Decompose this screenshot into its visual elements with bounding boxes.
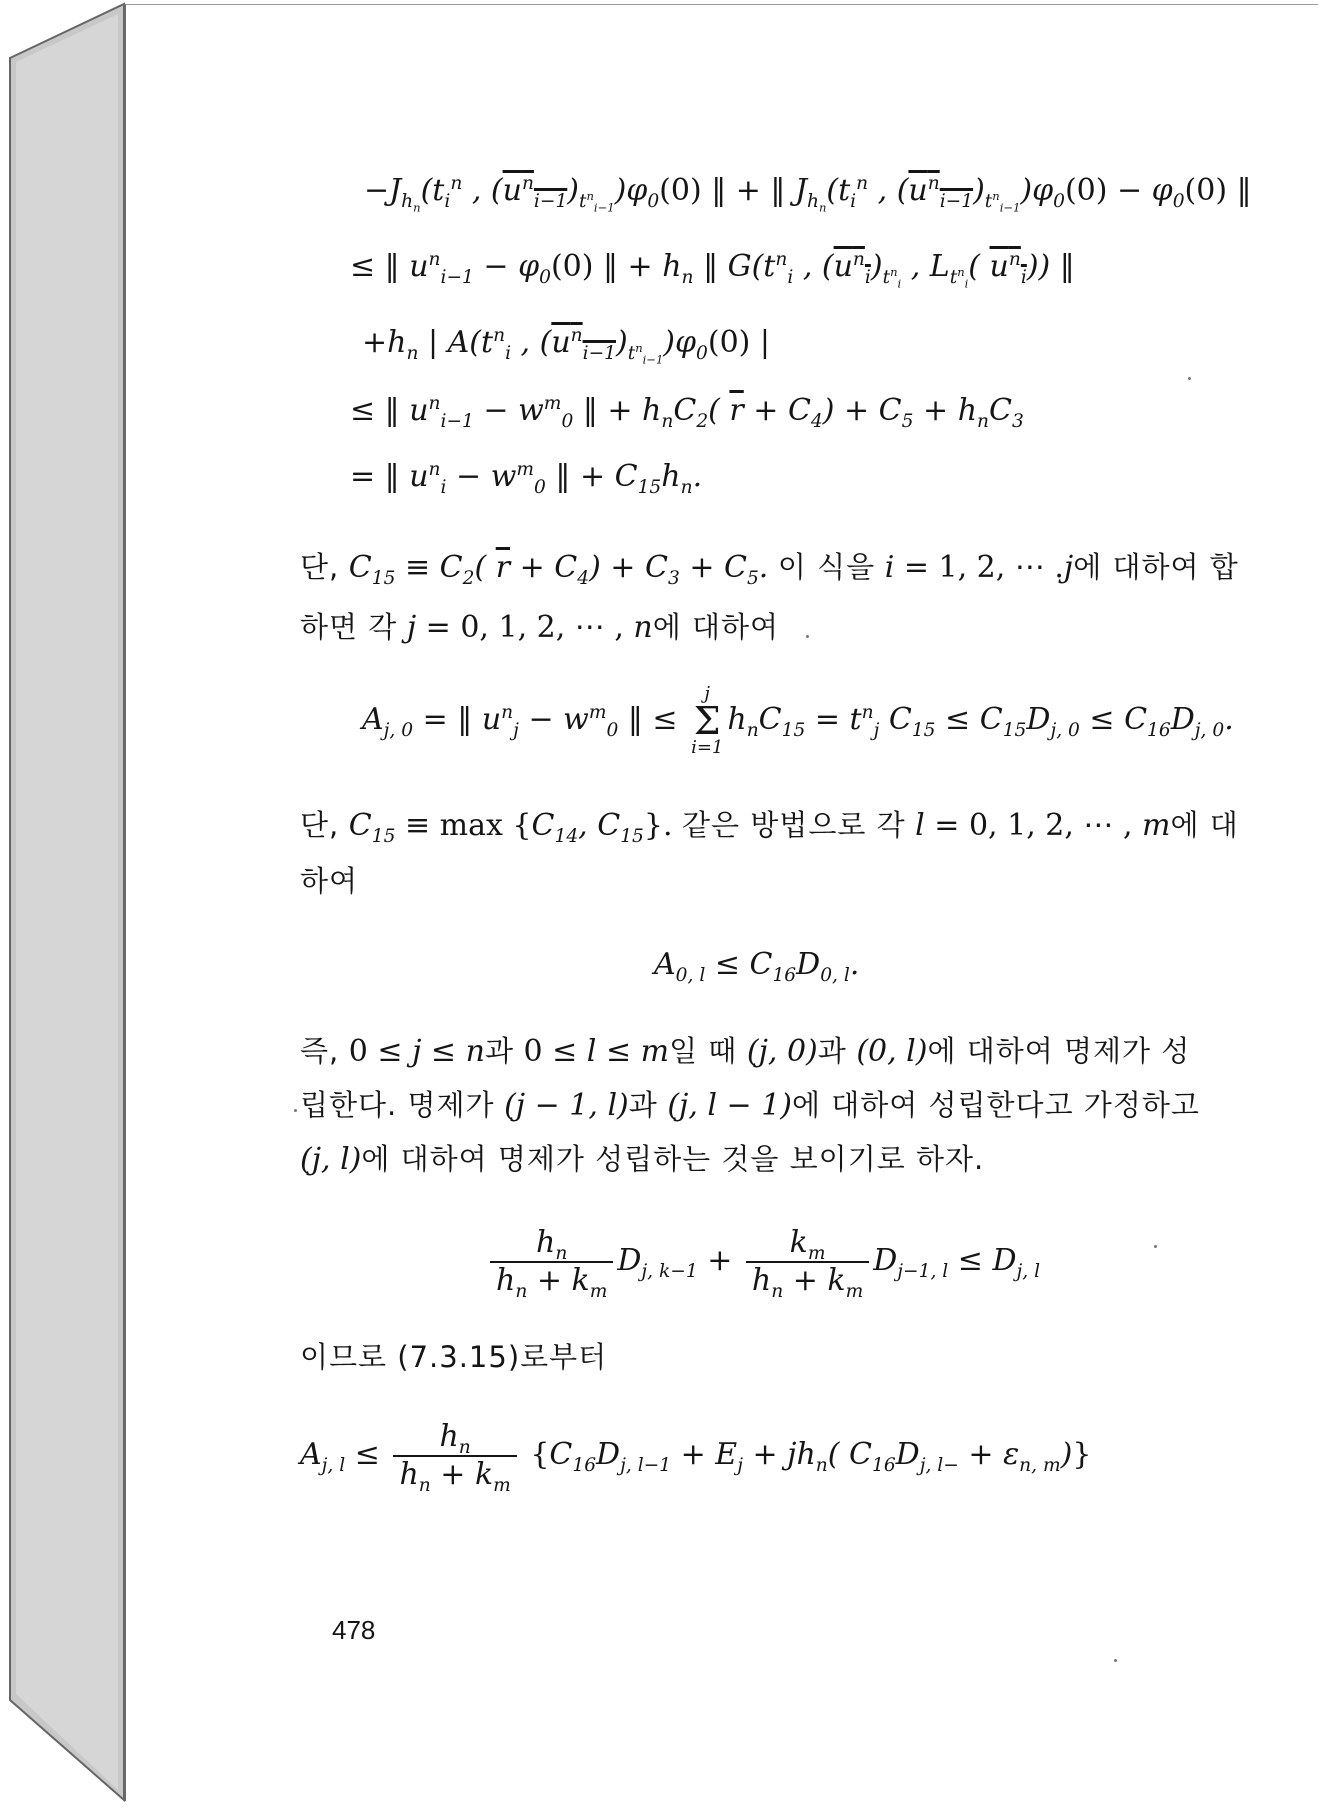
equation-line-3: $+h_n$ | $A(t^n_i$ , $(u^n_{i-1})_{t^n_{i-1}})\varphi_0(0)$ | — [362, 325, 770, 367]
scan-speck — [1188, 377, 1191, 380]
equation-line-5: = ‖ $u^n_i - w^m_0$ ‖ + $C_{15}h_n$. — [350, 459, 703, 498]
scan-speck — [294, 1109, 297, 1112]
equation-a0l: $A_{0, l} \le C_{16}D_{0, l}$. — [654, 947, 860, 986]
page-number: 478 — [332, 1615, 376, 1645]
equation-sum: $A_{j, 0}$ = ‖ $u^n_j - w^m_0$ ‖ ≤ j Σ i=1 $h_nC_{15} = t^n_j$ $C_{15} \le C_{15}D_{j, 0} \le C_{16}D_{j, 0}$. — [362, 683, 1234, 758]
summation-symbol: j Σ i=1 — [691, 683, 724, 758]
equation-line-1: $-J_{h_n}(t_i^n$ , $(u^n_{i-1})_{t^n_{i-1}})\varphi_0(0)$ ‖ + ‖ $J_{h_n}(t_i^n$ , $(u^n_{i-1})_{t^n_{i-1}})\varphi_0(0) - \varphi_0(0)$ ‖ — [364, 173, 1252, 215]
book-page — [124, 4, 1318, 1801]
text-line-6: 립한다. 명제가 (j − 1, l)과 (j, l − 1)에 대하여 성립한다고 가정하고 — [300, 1088, 1200, 1123]
page-content — [126, 5, 1318, 1801]
text-line-7: (j, l)에 대하여 명제가 성립하는 것을 보이기로 하자. — [300, 1142, 985, 1177]
equation-line-4: ≤ ‖ $u^n_{i-1} - w^m_0$ ‖ + $h_nC_2$( $\overline{r} + C_4) + C_5 + h_nC_3$ — [350, 393, 1024, 432]
text-line-3: 단, $C_{15} \equiv \max \{C_{14}$, $C_{15}$}. 같은 방법으로 각 l = 0, 1, 2, ⋯ , m에 대 — [300, 808, 1239, 847]
text-line-5: 즉, 0 ≤ j ≤ n과 0 ≤ l ≤ m일 때 (j, 0)과 (0, l)에 대하여 명제가 성 — [300, 1034, 1191, 1069]
equation-line-2: ≤ ‖ $u^n_{i-1} - \varphi_0(0)$ ‖ + $h_n$ ‖ $G(t^n_i$ , $(u^n_i)_{t^n_i}$ , $L_{t^n_i}$( $u^n_i$)) ‖ — [350, 249, 1075, 291]
scan-speck — [806, 635, 809, 638]
text-line-4: 하여 — [300, 864, 359, 898]
equation-fraction-1: $\frac{h_n}{h_n + k_m}$ $D_{j, k-1}$ + $\frac{k_m}{h_n + k_m}$ $D_{j-1, l} \le D_{j, l}$ — [486, 1221, 1040, 1301]
text-line-1: 단, $C_{15} \equiv C_2$( $\overline{r} + C_4) + C_3 + C_5$. 이 식을 i = 1, 2, ⋯ .j에 대하여 합 — [300, 550, 1239, 589]
text-line-8: 이므로 (7.3.15)로부터 — [300, 1340, 608, 1374]
scan-speck — [1114, 1659, 1117, 1662]
scan-speck — [1154, 1245, 1157, 1248]
equation-final: $A_{j, l}$ ≤ $\frac{h_n}{h_n + k_m}$ {$C_{16}D_{j, l-1} + E_j + jh_n$( $C_{16}D_{j, l-} + \varepsilon_{n, m}$)} — [300, 1419, 1092, 1496]
text-line-2: 하면 각 j = 0, 1, 2, ⋯ , n에 대하여 — [300, 610, 780, 645]
